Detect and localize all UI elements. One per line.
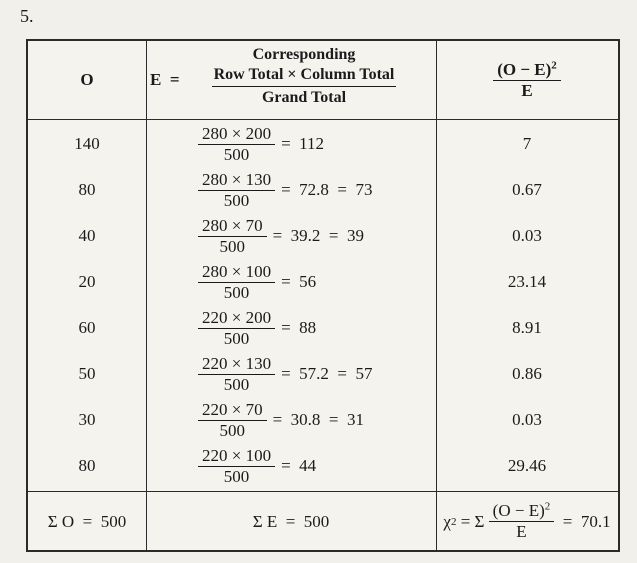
table-header-row [28, 41, 618, 119]
expected-result: = 112 [281, 134, 325, 153]
observed-value: 140 [74, 134, 100, 153]
expected-result: = 30.8 = 31 [272, 410, 365, 429]
expected-numerator: 280 × 130 [198, 170, 275, 191]
table-row [28, 259, 618, 305]
observed-value: 30 [78, 410, 96, 429]
chi-component: 29.46 [507, 456, 547, 475]
table-row [28, 213, 618, 259]
expected-expression [146, 213, 436, 259]
expected-denominator: 500 [219, 236, 246, 256]
expected-result: = 44 [281, 456, 317, 475]
expected-numerator: 280 × 200 [198, 124, 275, 145]
header-chi-den: E [521, 80, 533, 100]
chi-symbol: χ [443, 511, 451, 531]
header-chi [436, 41, 618, 119]
expected-expression [146, 397, 436, 443]
chi-component: 0.03 [512, 410, 542, 429]
observed-value: 80 [78, 456, 96, 475]
expected-numerator: 220 × 200 [198, 308, 275, 329]
expected-result: = 57.2 = 57 [281, 364, 373, 383]
expected-numerator: 220 × 100 [198, 446, 275, 467]
expected-result: = 72.8 = 73 [281, 180, 373, 199]
chi-total-num: (O − E) [492, 501, 545, 520]
chi-component: 23.14 [507, 272, 547, 291]
chi-component: 0.86 [512, 364, 542, 383]
table-row [28, 305, 618, 351]
chi-total-value: = 70.1 [554, 511, 611, 531]
expected-expression [146, 121, 436, 167]
chi-component: 8.91 [512, 318, 542, 337]
expected-result: = 88 [281, 318, 317, 337]
chi-component: 0.67 [512, 180, 542, 199]
observed-value: 50 [78, 364, 96, 383]
expected-expression [146, 305, 436, 351]
chi-component: 0.03 [512, 226, 542, 245]
expected-numerator: 220 × 70 [198, 400, 267, 421]
expected-numerator: 280 × 70 [198, 216, 267, 237]
observed-value: 80 [78, 180, 96, 199]
table-row [28, 121, 618, 167]
header-e-label: E [150, 70, 162, 89]
chi-total-num-sup: 2 [544, 500, 551, 513]
header-e-formula [194, 41, 414, 109]
table-row [28, 167, 618, 213]
header-o: O [80, 70, 94, 89]
chi-total-fraction [489, 501, 555, 542]
expected-result: = 39.2 = 39 [272, 226, 365, 245]
header-divider [28, 119, 618, 120]
expected-numerator: 280 × 100 [198, 262, 275, 283]
expected-expression [146, 351, 436, 397]
column-divider [146, 41, 147, 550]
chi-equals-sigma: = Σ [456, 511, 489, 531]
expected-result: = 56 [281, 272, 317, 291]
expected-denominator: 500 [219, 420, 246, 440]
column-divider [436, 41, 437, 550]
table-row [28, 443, 618, 489]
expected-denominator: 500 [223, 190, 250, 210]
question-number: 5. [20, 6, 34, 26]
chi-square-total: χ 2 = Σ $\frac{(O - E)^2}{E}$ = 70.1 [443, 500, 611, 541]
totals-row [28, 493, 618, 550]
expected-denominator: 500 [223, 144, 250, 164]
expected-expression [146, 259, 436, 305]
sum-observed: Σ O = 500 [47, 511, 127, 531]
header-e-desc-denominator: Grand Total [261, 89, 347, 106]
header-e-desc-numerator: Row Total × Column Total [212, 64, 397, 87]
expected-expression [146, 167, 436, 213]
table-row [28, 351, 618, 397]
expected-denominator: 500 [223, 328, 250, 348]
expected-denominator: 500 [223, 282, 250, 302]
chi-square-table [26, 39, 620, 552]
header-e [146, 41, 436, 119]
observed-value: 20 [78, 272, 96, 291]
table-row [28, 397, 618, 443]
header-equals: = [169, 70, 180, 89]
header-chi-sup: 2 [551, 58, 557, 71]
observed-value: 60 [78, 318, 96, 337]
header-e-desc-line1: Corresponding [252, 46, 356, 63]
sum-expected: Σ E = 500 [252, 511, 330, 531]
expected-expression [146, 443, 436, 489]
chi-total-den: E [516, 522, 527, 541]
expected-denominator: 500 [223, 466, 250, 486]
header-chi-fraction [493, 60, 561, 101]
header-chi-num: (O − E) [497, 59, 552, 79]
chi-component: 7 [522, 134, 532, 153]
expected-denominator: 500 [223, 374, 250, 394]
observed-value: 40 [78, 226, 96, 245]
totals-divider [28, 491, 618, 492]
expected-numerator: 220 × 130 [198, 354, 275, 375]
